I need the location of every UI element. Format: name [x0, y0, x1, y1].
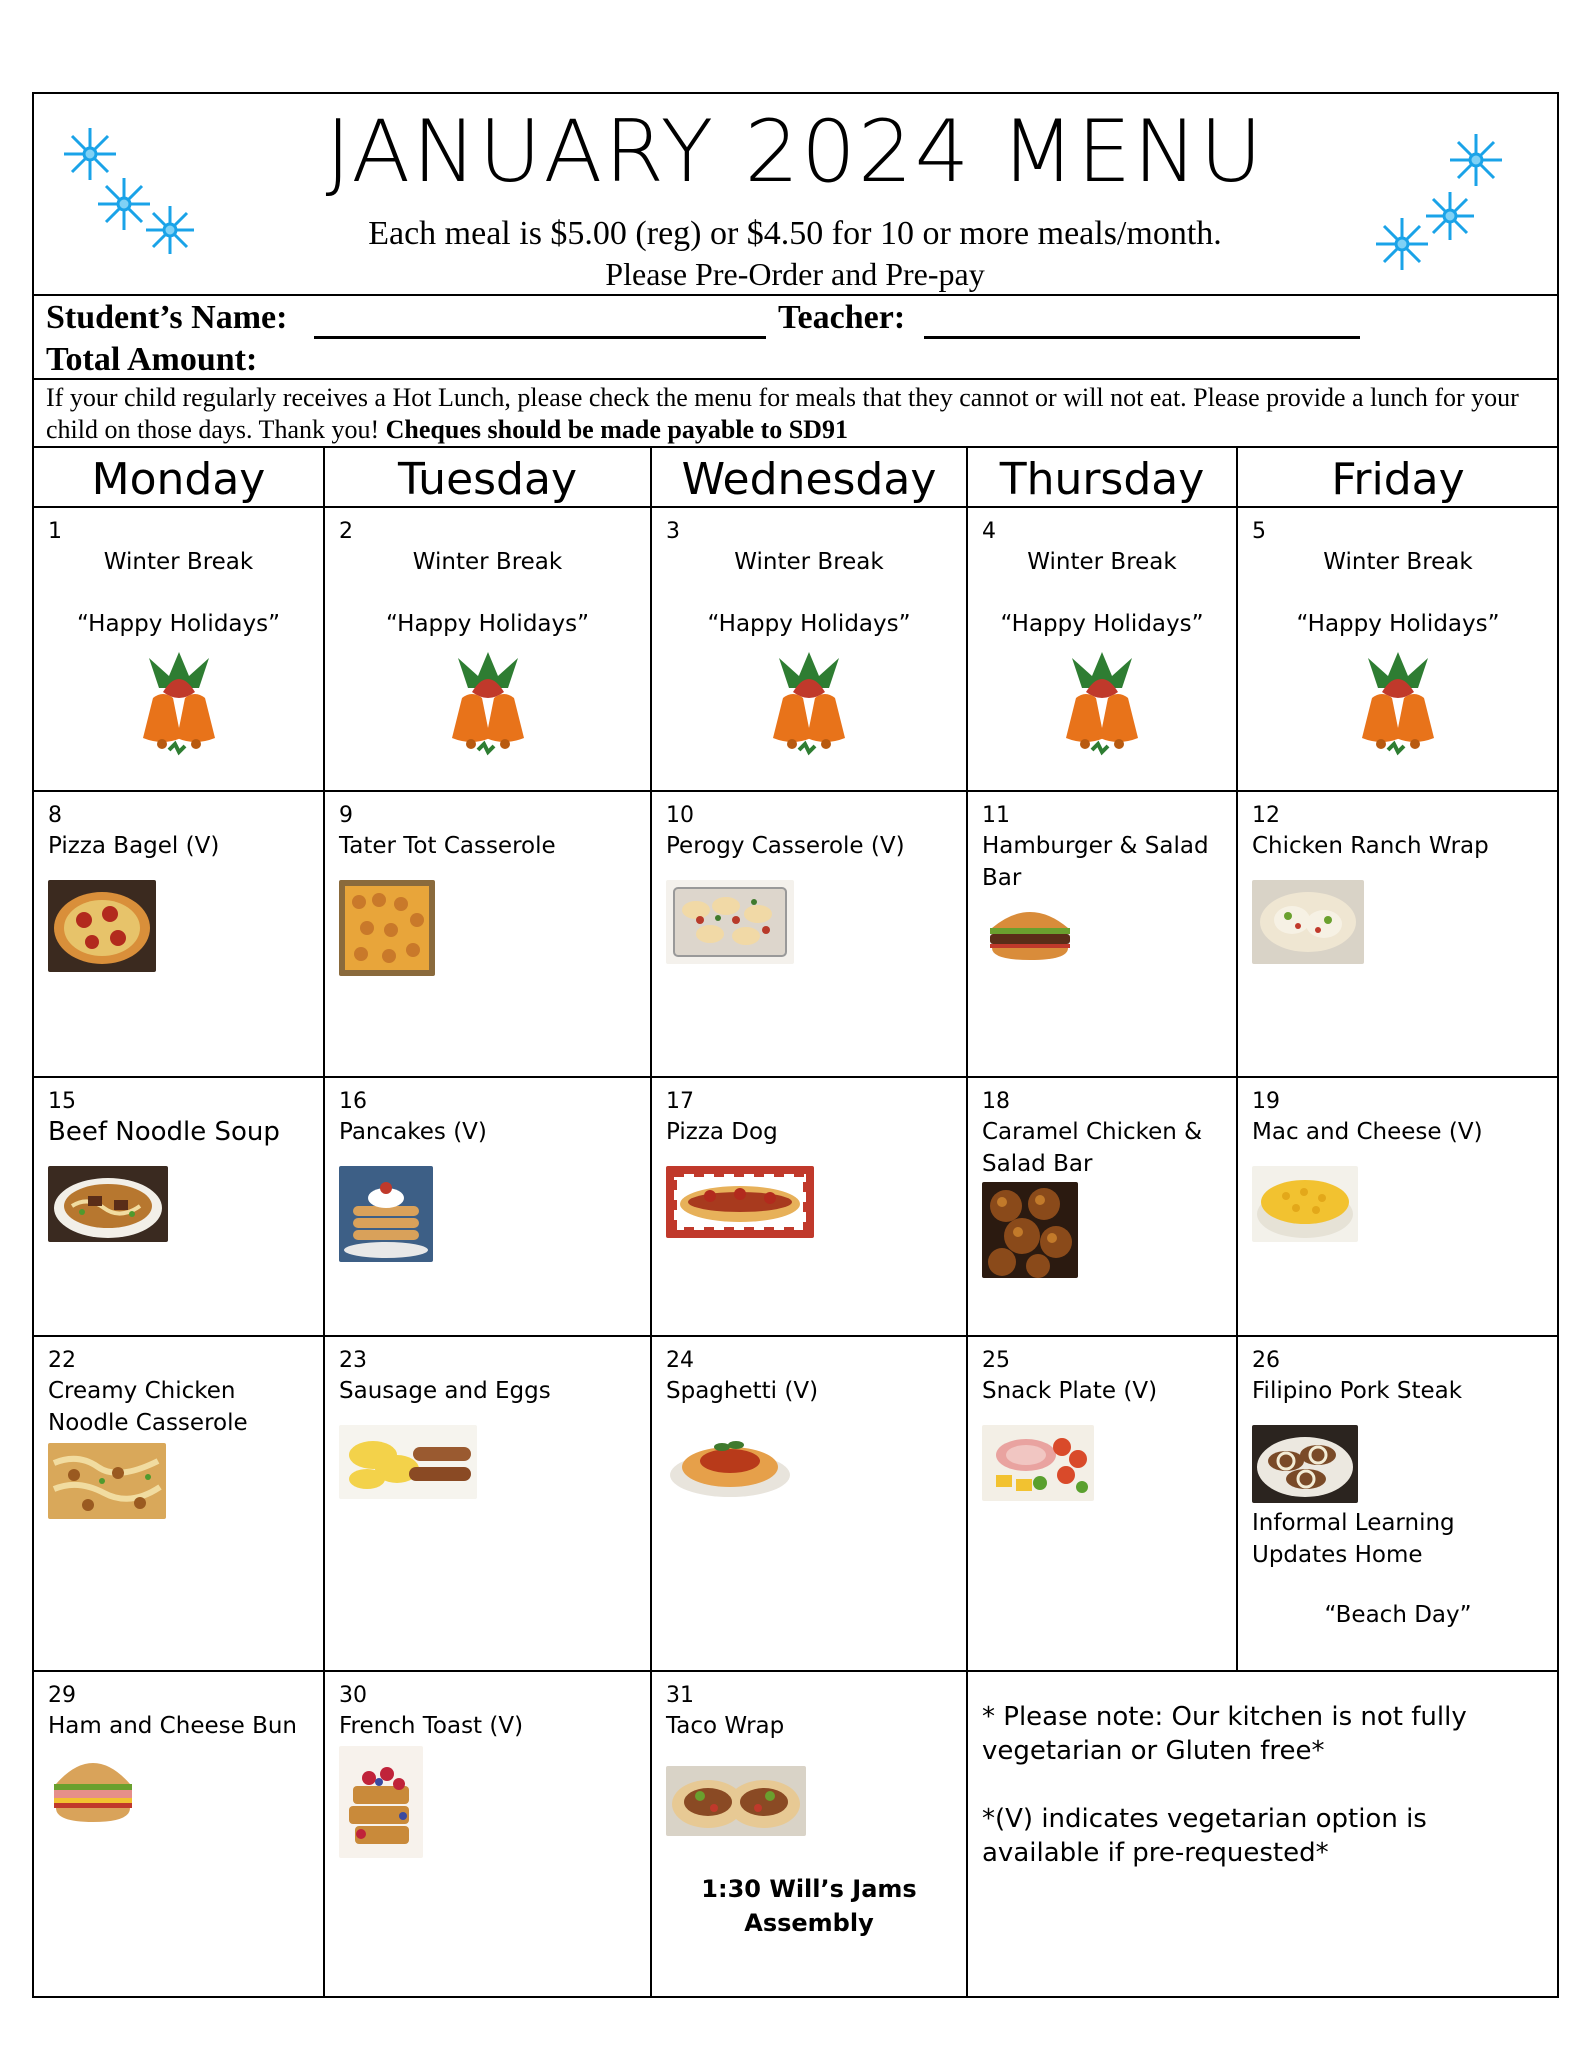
weekday-tuesday: Tuesday: [397, 454, 577, 505]
day-cell: [1238, 792, 1558, 1076]
meal-name: Taco Wrap: [666, 1713, 785, 1739]
day-cell: [325, 1078, 650, 1335]
day-cell: [968, 1078, 1236, 1335]
day-cell: [34, 792, 323, 1076]
meal-name: French Toast (V): [339, 1713, 524, 1739]
weekday-friday: Friday: [1331, 454, 1465, 505]
mac-and-cheese-image: [1252, 1166, 1358, 1242]
pizza-bagel-image: [48, 880, 156, 972]
sausage-and-eggs-image: [339, 1425, 477, 1499]
weekday-thursday: Thursday: [999, 454, 1205, 505]
christmas-bells-icon: [129, 646, 229, 756]
divider: [32, 378, 1559, 380]
lunch-notice: [46, 382, 1546, 446]
day-number: 19: [1252, 1089, 1280, 1114]
day-cell: [34, 1672, 323, 1996]
christmas-bells-icon: [1052, 646, 1152, 756]
notice-text: If your child regularly receives a Hot Lunch, please check the menu for meals that they cannot or will not eat. Please provide a lunch for your child on those days. Thank you!: [46, 383, 1519, 444]
day-cell: [652, 1078, 966, 1335]
meal-name: Sausage and Eggs: [339, 1378, 551, 1404]
day-number: 10: [666, 803, 694, 828]
event-note: Informal Learning Updates Home: [1252, 1510, 1455, 1568]
student-name-label: Student’s Name:: [46, 299, 288, 336]
french-toast-image: [339, 1746, 423, 1858]
kitchen-note: * Please note: Our kitchen is not fully vegetarian or Gluten free*: [982, 1702, 1467, 1766]
day-number: 9: [339, 803, 353, 828]
chicken-noodle-casserole-image: [48, 1443, 166, 1519]
divider: [32, 294, 1559, 296]
perogy-casserole-image: [666, 880, 794, 964]
day-cell: [652, 508, 966, 790]
day-event: Winter Break: [1027, 549, 1177, 575]
weekday-wednesday: Wednesday: [681, 454, 937, 505]
day-number: 23: [339, 1348, 367, 1373]
meal-name: Chicken Ranch Wrap: [1252, 833, 1489, 859]
day-cell: [1238, 1078, 1558, 1335]
day-cell: [1238, 1337, 1558, 1670]
day-event: Winter Break: [734, 549, 884, 575]
christmas-bells-icon: [1348, 646, 1448, 756]
day-greeting: “Happy Holidays”: [707, 611, 911, 637]
day-event: “Beach Day”: [1324, 1602, 1472, 1628]
day-number: 22: [48, 1348, 76, 1373]
pizza-dog-image: [666, 1166, 814, 1238]
total-amount-label: Total Amount:: [46, 341, 258, 378]
meal-name: Mac and Cheese (V): [1252, 1119, 1483, 1145]
meal-name: Snack Plate (V): [982, 1378, 1158, 1404]
caramel-chicken-image: [982, 1182, 1078, 1278]
page-title: JANUARY 2024 MENU: [325, 102, 1265, 202]
snowflake-icon: [52, 118, 202, 258]
day-cell: [325, 1672, 650, 1996]
day-number: 31: [666, 1683, 694, 1708]
day-greeting: “Happy Holidays”: [1296, 611, 1500, 637]
taco-wrap-image: [666, 1766, 806, 1836]
price-info: Each meal is $5.00 (reg) or $4.50 for 10 or more meals/month.: [368, 215, 1222, 252]
meal-name: Hamburger & Salad Bar: [982, 833, 1209, 891]
meal-name: Pancakes (V): [339, 1119, 487, 1145]
day-number: 1: [48, 519, 62, 544]
meal-name: Ham and Cheese Bun: [48, 1713, 298, 1739]
day-cell: [34, 1337, 323, 1670]
day-cell: [652, 792, 966, 1076]
chicken-ranch-wrap-image: [1252, 880, 1364, 964]
day-event: Winter Break: [103, 549, 254, 575]
meal-name: Pizza Bagel (V): [48, 833, 220, 859]
tater-tot-casserole-image: [339, 880, 435, 976]
meal-name: Filipino Pork Steak: [1252, 1378, 1463, 1404]
day-cell: [968, 1337, 1236, 1670]
day-cell: [652, 1672, 966, 1996]
meal-name: Creamy Chicken Noodle Casserole: [48, 1378, 248, 1436]
assembly-event: 1:30 Will’s Jams Assembly: [701, 1875, 917, 1937]
meal-name: Perogy Casserole (V): [666, 833, 905, 859]
meal-name: Pizza Dog: [666, 1119, 778, 1145]
day-greeting: “Happy Holidays”: [385, 611, 590, 637]
meal-name: Spaghetti (V): [666, 1378, 819, 1404]
meal-name: Tater Tot Casserole: [339, 833, 556, 859]
day-cell: [325, 1337, 650, 1670]
day-number: 8: [48, 803, 62, 828]
christmas-bells-icon: [438, 646, 538, 756]
day-number: 3: [666, 519, 680, 544]
filipino-pork-steak-image: [1252, 1425, 1358, 1503]
day-event: Winter Break: [1323, 549, 1473, 575]
weekday-monday: Monday: [91, 454, 266, 505]
day-number: 5: [1252, 519, 1266, 544]
day-number: 30: [339, 1683, 367, 1708]
day-number: 2: [339, 519, 353, 544]
cheque-notice: Cheques should be made payable to SD91: [385, 415, 848, 444]
day-number: 25: [982, 1348, 1010, 1373]
student-name-field[interactable]: [314, 336, 766, 339]
day-number: 26: [1252, 1348, 1280, 1373]
day-number: 11: [982, 803, 1010, 828]
meal-name: Beef Noodle Soup: [48, 1117, 280, 1147]
meal-name: Caramel Chicken & Salad Bar: [982, 1119, 1203, 1177]
spaghetti-image: [666, 1425, 794, 1501]
day-number: 16: [339, 1089, 367, 1114]
pancakes-image: [339, 1166, 433, 1262]
day-number: 12: [1252, 803, 1280, 828]
day-cell: [968, 792, 1236, 1076]
day-cell: [1238, 508, 1558, 790]
ham-and-cheese-bun-image: [48, 1746, 138, 1830]
day-cell: [325, 508, 650, 790]
day-cell: [34, 1078, 323, 1335]
day-greeting: “Happy Holidays”: [76, 611, 281, 637]
day-number: 18: [982, 1089, 1010, 1114]
beef-noodle-soup-image: [48, 1166, 168, 1242]
teacher-field[interactable]: [924, 336, 1360, 339]
christmas-bells-icon: [759, 646, 859, 756]
day-number: 15: [48, 1089, 76, 1114]
day-number: 24: [666, 1348, 694, 1373]
snack-plate-image: [982, 1425, 1094, 1501]
day-cell: [652, 1337, 966, 1670]
day-cell: [968, 508, 1236, 790]
divider: [32, 446, 1559, 448]
day-event: Winter Break: [412, 549, 563, 575]
day-cell: [34, 508, 323, 790]
teacher-label: Teacher:: [778, 299, 906, 336]
hamburger-image: [982, 900, 1078, 964]
day-number: 29: [48, 1683, 76, 1708]
snowflake-icon: [1368, 126, 1518, 276]
day-number: 4: [982, 519, 996, 544]
day-cell: [325, 792, 650, 1076]
day-greeting: “Happy Holidays”: [1000, 611, 1204, 637]
preorder-info: Please Pre-Order and Pre-pay: [605, 256, 985, 292]
vegetarian-note: *(V) indicates vegetarian option is available if pre-requested*: [982, 1804, 1427, 1868]
notes-panel: [968, 1672, 1558, 1996]
day-number: 17: [666, 1089, 694, 1114]
